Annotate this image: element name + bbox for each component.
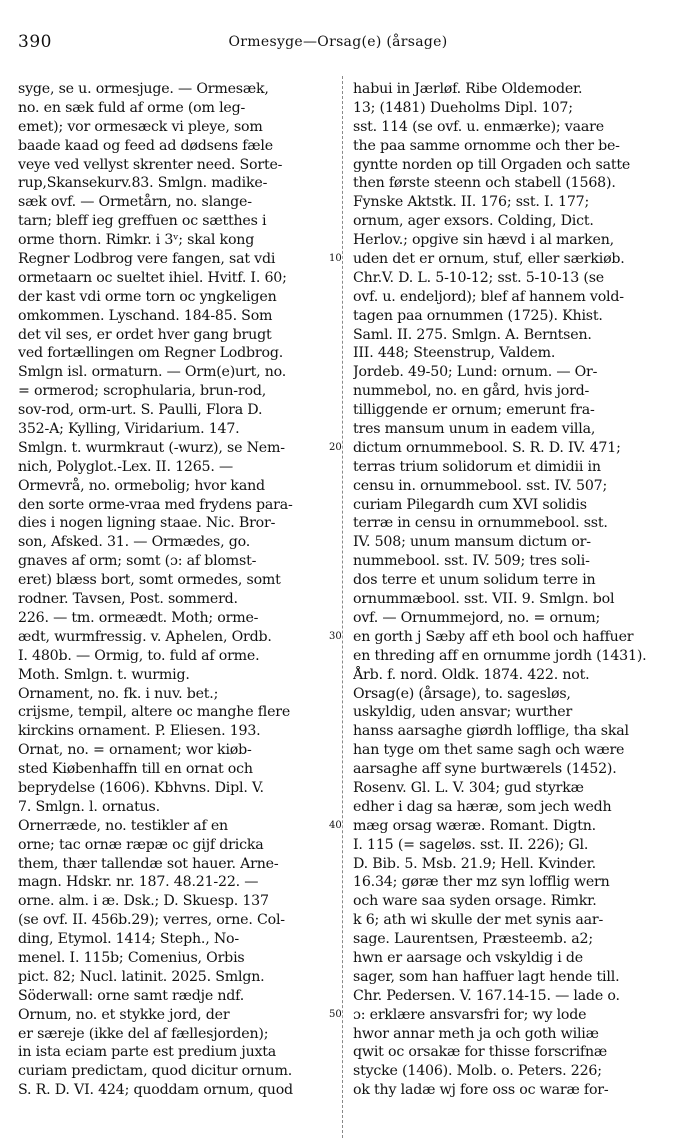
text-line: gnaves af orm; somt (ɔ: af blomst-	[18, 553, 257, 570]
text-line: Orsag(e) (årsage), to. sagesløs,	[353, 685, 571, 702]
text-line: sage. Laurentsen, Præsteemb. a2;	[353, 931, 593, 948]
text-line: Moth. Smlgn. t. wurmig.	[18, 666, 190, 683]
text-line: IV. 508; unum mansum dictum or-	[353, 534, 591, 551]
text-line: ovf. — Ornummejord, no. = ornum;	[353, 609, 601, 626]
text-line: Årb. f. nord. Oldk. 1874. 422. not.	[353, 666, 590, 683]
text-line: sov-rod, orm-urt. S. Paulli, Flora D.	[18, 402, 263, 419]
line-number: 10	[329, 253, 342, 265]
text-line: Ornament, no. fk. i nuv. bet.;	[18, 685, 219, 702]
running-head: Ormesyge—Orsag(e) (årsage)	[228, 34, 448, 50]
text-line: ɔ: erklære ansvarsfri for; wy lode	[353, 1006, 587, 1023]
right-column	[353, 80, 669, 1100]
text-line: Jordeb. 49-50; Lund: ornum. — Or-	[353, 364, 598, 381]
text-line: 13; (1481) Dueholms Dipl. 107;	[353, 99, 573, 116]
text-line: Rosenv. Gl. L. V. 304; gud styrkæ	[353, 779, 584, 796]
text-line: aarsaghe aff syne burtwærels (1452).	[353, 761, 617, 778]
text-line: habui in Jærløf. Ribe Oldemoder.	[353, 81, 583, 97]
text-line: edher i dag sa hæræ, som jech wedh	[353, 798, 612, 815]
text-line: 7. Smlgn. l. ornatus.	[18, 798, 160, 815]
text-line: terræ in censu in ornummebool. sst.	[353, 515, 608, 532]
text-line: 16.34; gøræ ther mz syn lofflig wern	[353, 874, 610, 891]
text-line: Chr.V. D. L. 5-10-12; sst. 5-10-13 (se	[353, 269, 604, 286]
text-line: tagen paa ornummen (1725). Khist.	[353, 307, 603, 324]
text-line: ornum, ager exsors. Colding, Dict.	[353, 213, 594, 230]
line-number: 30	[329, 631, 342, 643]
text-line: Ornat, no. = ornament; wor kiøb-	[18, 742, 252, 759]
text-line: tres mansum unum in eadem villa,	[353, 421, 596, 438]
text-line: terras trium solidorum et dimidii in	[353, 458, 601, 475]
text-line: stycke (1406). Molb. o. Peters. 226;	[353, 1063, 602, 1080]
text-line: hanss aarsaghe giørdh lofflige, tha skal	[353, 723, 629, 740]
line-number: 20	[329, 442, 342, 454]
text-line: S. R. D. VI. 424; quoddam ornum, quod	[18, 1082, 293, 1099]
text-line: dos terre et unum solidum terre in	[353, 572, 596, 589]
text-line: tilliggende er ornum; emerunt fra-	[353, 402, 595, 419]
page-header	[18, 32, 658, 56]
line-number: 40	[329, 820, 342, 832]
text-line: curiam Pilegardh cum XVI solidis	[353, 496, 587, 513]
text-line: ormetaarn oc sueltet ihiel. Hvitf. I. 60;	[18, 269, 287, 286]
text-line: den sorte orme-vraa med frydens para-	[18, 496, 293, 513]
text-line: orne; tac ornæ ræpæ oc gijf dricka	[18, 836, 264, 853]
text-line: 352-A; Kylling, Viridarium. 147.	[18, 421, 240, 438]
text-line: orme thorn. Rimkr. i 3ᵛ; skal kong	[18, 232, 255, 249]
text-line: Fynske Aktstk. II. 176; sst. I. 177;	[353, 194, 590, 211]
text-line: mæg orsag wæræ. Romant. Digtn.	[353, 817, 596, 834]
text-line: = ormerod; scrophularia, brun-rod,	[18, 383, 267, 400]
text-line: sted Kiøbenhaffn till en ornat och	[18, 761, 253, 778]
text-line: hwn er aarsage och vskyldig i de	[353, 949, 583, 966]
text-line: dictum ornummebool. S. R. D. IV. 471;	[353, 439, 621, 456]
text-line: 226. — tm. ormeædt. Moth; orme-	[18, 609, 259, 626]
text-line: ædt, wurmfressig. v. Aphelen, Ordb.	[18, 628, 272, 645]
text-line: emet); vor ormesæck vi pleye, som	[18, 118, 263, 135]
text-line: the paa samme ornomme och ther be-	[353, 137, 620, 154]
text-line: magn. Hdskr. nr. 187. 48.21-22. —	[18, 874, 259, 891]
text-line: menel. I. 115b; Comenius, Orbis	[18, 949, 245, 966]
text-line: sager, som han haffuer lagt hende till.	[353, 968, 620, 985]
text-line: Smlgn. t. wurmkraut (-wurz), se Nem-	[18, 439, 285, 456]
text-line: Söderwall: orne samt rædje ndf.	[18, 987, 245, 1004]
text-line: Ormevrå, no. ormebolig; hvor kand	[18, 477, 265, 494]
text-line: tarn; bleff ieg greffuen oc sætthes i	[18, 213, 267, 230]
text-line: eret) blæss bort, somt ormedes, somt	[18, 572, 281, 589]
text-line: omkommen. Lyschand. 184-85. Som	[18, 307, 273, 324]
text-line: nich, Polyglot.-Lex. II. 1265. —	[18, 458, 233, 475]
text-line: Ornerræde, no. testikler af en	[18, 817, 228, 834]
text-line: son, Afsked. 31. — Ormædes, go.	[18, 534, 251, 551]
text-line: Saml. II. 275. Smlgn. A. Berntsen.	[353, 326, 592, 343]
text-line: sst. 114 (se ovf. u. enmærke); vaare	[353, 118, 604, 135]
text-line: Chr. Pedersen. V. 167.14-15. — lade o.	[353, 987, 620, 1004]
left-column	[18, 80, 334, 1100]
text-line: uskyldig, uden ansvar; wurther	[353, 704, 573, 721]
text-line: III. 448; Steenstrup, Valdem.	[353, 345, 556, 362]
text-line: them, thær tallendæ sot hauer. Arne-	[18, 855, 279, 872]
text-line: I. 480b. — Ormig, to. fuld af orme.	[18, 647, 260, 664]
text-line: gyntte norden op till Orgaden och satte	[353, 156, 631, 173]
text-line: in ista eciam parte est predium juxta	[18, 1044, 277, 1061]
text-line: ding, Etymol. 1414; Steph., No-	[18, 931, 239, 948]
text-line: Smlgn isl. ormaturn. — Orm(e)urt, no.	[18, 364, 287, 381]
text-line: censu in. ornummebool. sst. IV. 507;	[353, 477, 608, 494]
text-line: ovf. u. endeljord); blef af hannem vold-	[353, 288, 624, 305]
text-line: baade kaad og feed ad dødsens fæle	[18, 137, 273, 154]
text-line: pict. 82; Nucl. latinit. 2025. Smlgn.	[18, 968, 265, 985]
text-line: kirckins ornament. P. Eliesen. 193.	[18, 723, 261, 740]
line-number: 50	[329, 1009, 342, 1021]
column-divider	[342, 76, 343, 1138]
text-line: no. en sæk fuld af orme (om leg-	[18, 99, 246, 116]
text-line: han tyge om thet same sagh och wære	[353, 742, 625, 759]
text-line: rup,Skansekurv.83. Smlgn. madike-	[18, 175, 268, 192]
text-line: nummebool. sst. IV. 509; tres soli-	[353, 553, 590, 570]
text-line: och ware saa syden orsage. Rimkr.	[353, 893, 597, 910]
text-line: er særeje (ikke del af fællesjorden);	[18, 1025, 269, 1042]
text-line: I. 115 (= sageløs. sst. II. 226); Gl.	[353, 836, 589, 853]
text-line: dies i nogen ligning staae. Nic. Bror-	[18, 515, 276, 532]
text-line: (se ovf. II. 456b.29); verres, orne. Col-	[18, 912, 285, 929]
text-line: curiam predictam, quod dicitur ornum.	[18, 1063, 293, 1080]
text-line: nummebol, no. en gård, hvis jord-	[353, 383, 590, 400]
text-line: then første steenn och stabell (1568).	[353, 175, 616, 192]
text-line: ok thy ladæ wj fore oss oc waræ for-	[353, 1082, 609, 1099]
text-line: D. Bib. 5. Msb. 21.9; Hell. Kvinder.	[353, 855, 596, 872]
text-line: ornummæbool. sst. VII. 9. Smlgn. bol	[353, 591, 615, 608]
text-line: sæk ovf. — Ormetårn, no. slange-	[18, 194, 252, 211]
text-line: Ornum, no. et stykke jord, der	[18, 1006, 230, 1023]
text-line: rodner. Tavsen, Post. sommerd.	[18, 591, 238, 608]
page-number: 390	[18, 32, 52, 52]
text-line: der kast vdi orme torn oc yngkeligen	[18, 288, 277, 305]
text-line: beprydelse (1606). Kbhvns. Dipl. V.	[18, 779, 264, 796]
text-line: k 6; ath wi skulle der met synis aar-	[353, 912, 604, 929]
text-line: uden det er ornum, stuf, eller særkiøb.	[353, 251, 625, 268]
text-line: det vil ses, er ordet hver gang brugt	[18, 326, 272, 343]
text-line: hwor annar meth ja och goth wiliæ	[353, 1025, 599, 1042]
text-line: Regner Lodbrog vere fangen, sat vdi	[18, 251, 276, 268]
text-line: orne. alm. i æ. Dsk.; D. Skuesp. 137	[18, 893, 269, 910]
text-line: syge, se u. ormesjuge. — Ormesæk,	[18, 81, 269, 97]
text-line: en gorth j Sæby aff eth bool och haffuer	[353, 628, 634, 645]
text-line: veye ved vellyst skrenter need. Sorte-	[18, 156, 283, 173]
text-line: qwit oc orsakæ for thisse forscrifnæ	[353, 1044, 608, 1061]
text-line: crijsme, tempil, altere oc manghe flere	[18, 704, 291, 721]
text-line: ved fortællingen om Regner Lodbrog.	[18, 345, 284, 362]
text-line: en threding aff en ornumme jordh (1431).	[353, 647, 647, 664]
text-line: Herlov.; opgive sin hævd i al marken,	[353, 232, 614, 249]
